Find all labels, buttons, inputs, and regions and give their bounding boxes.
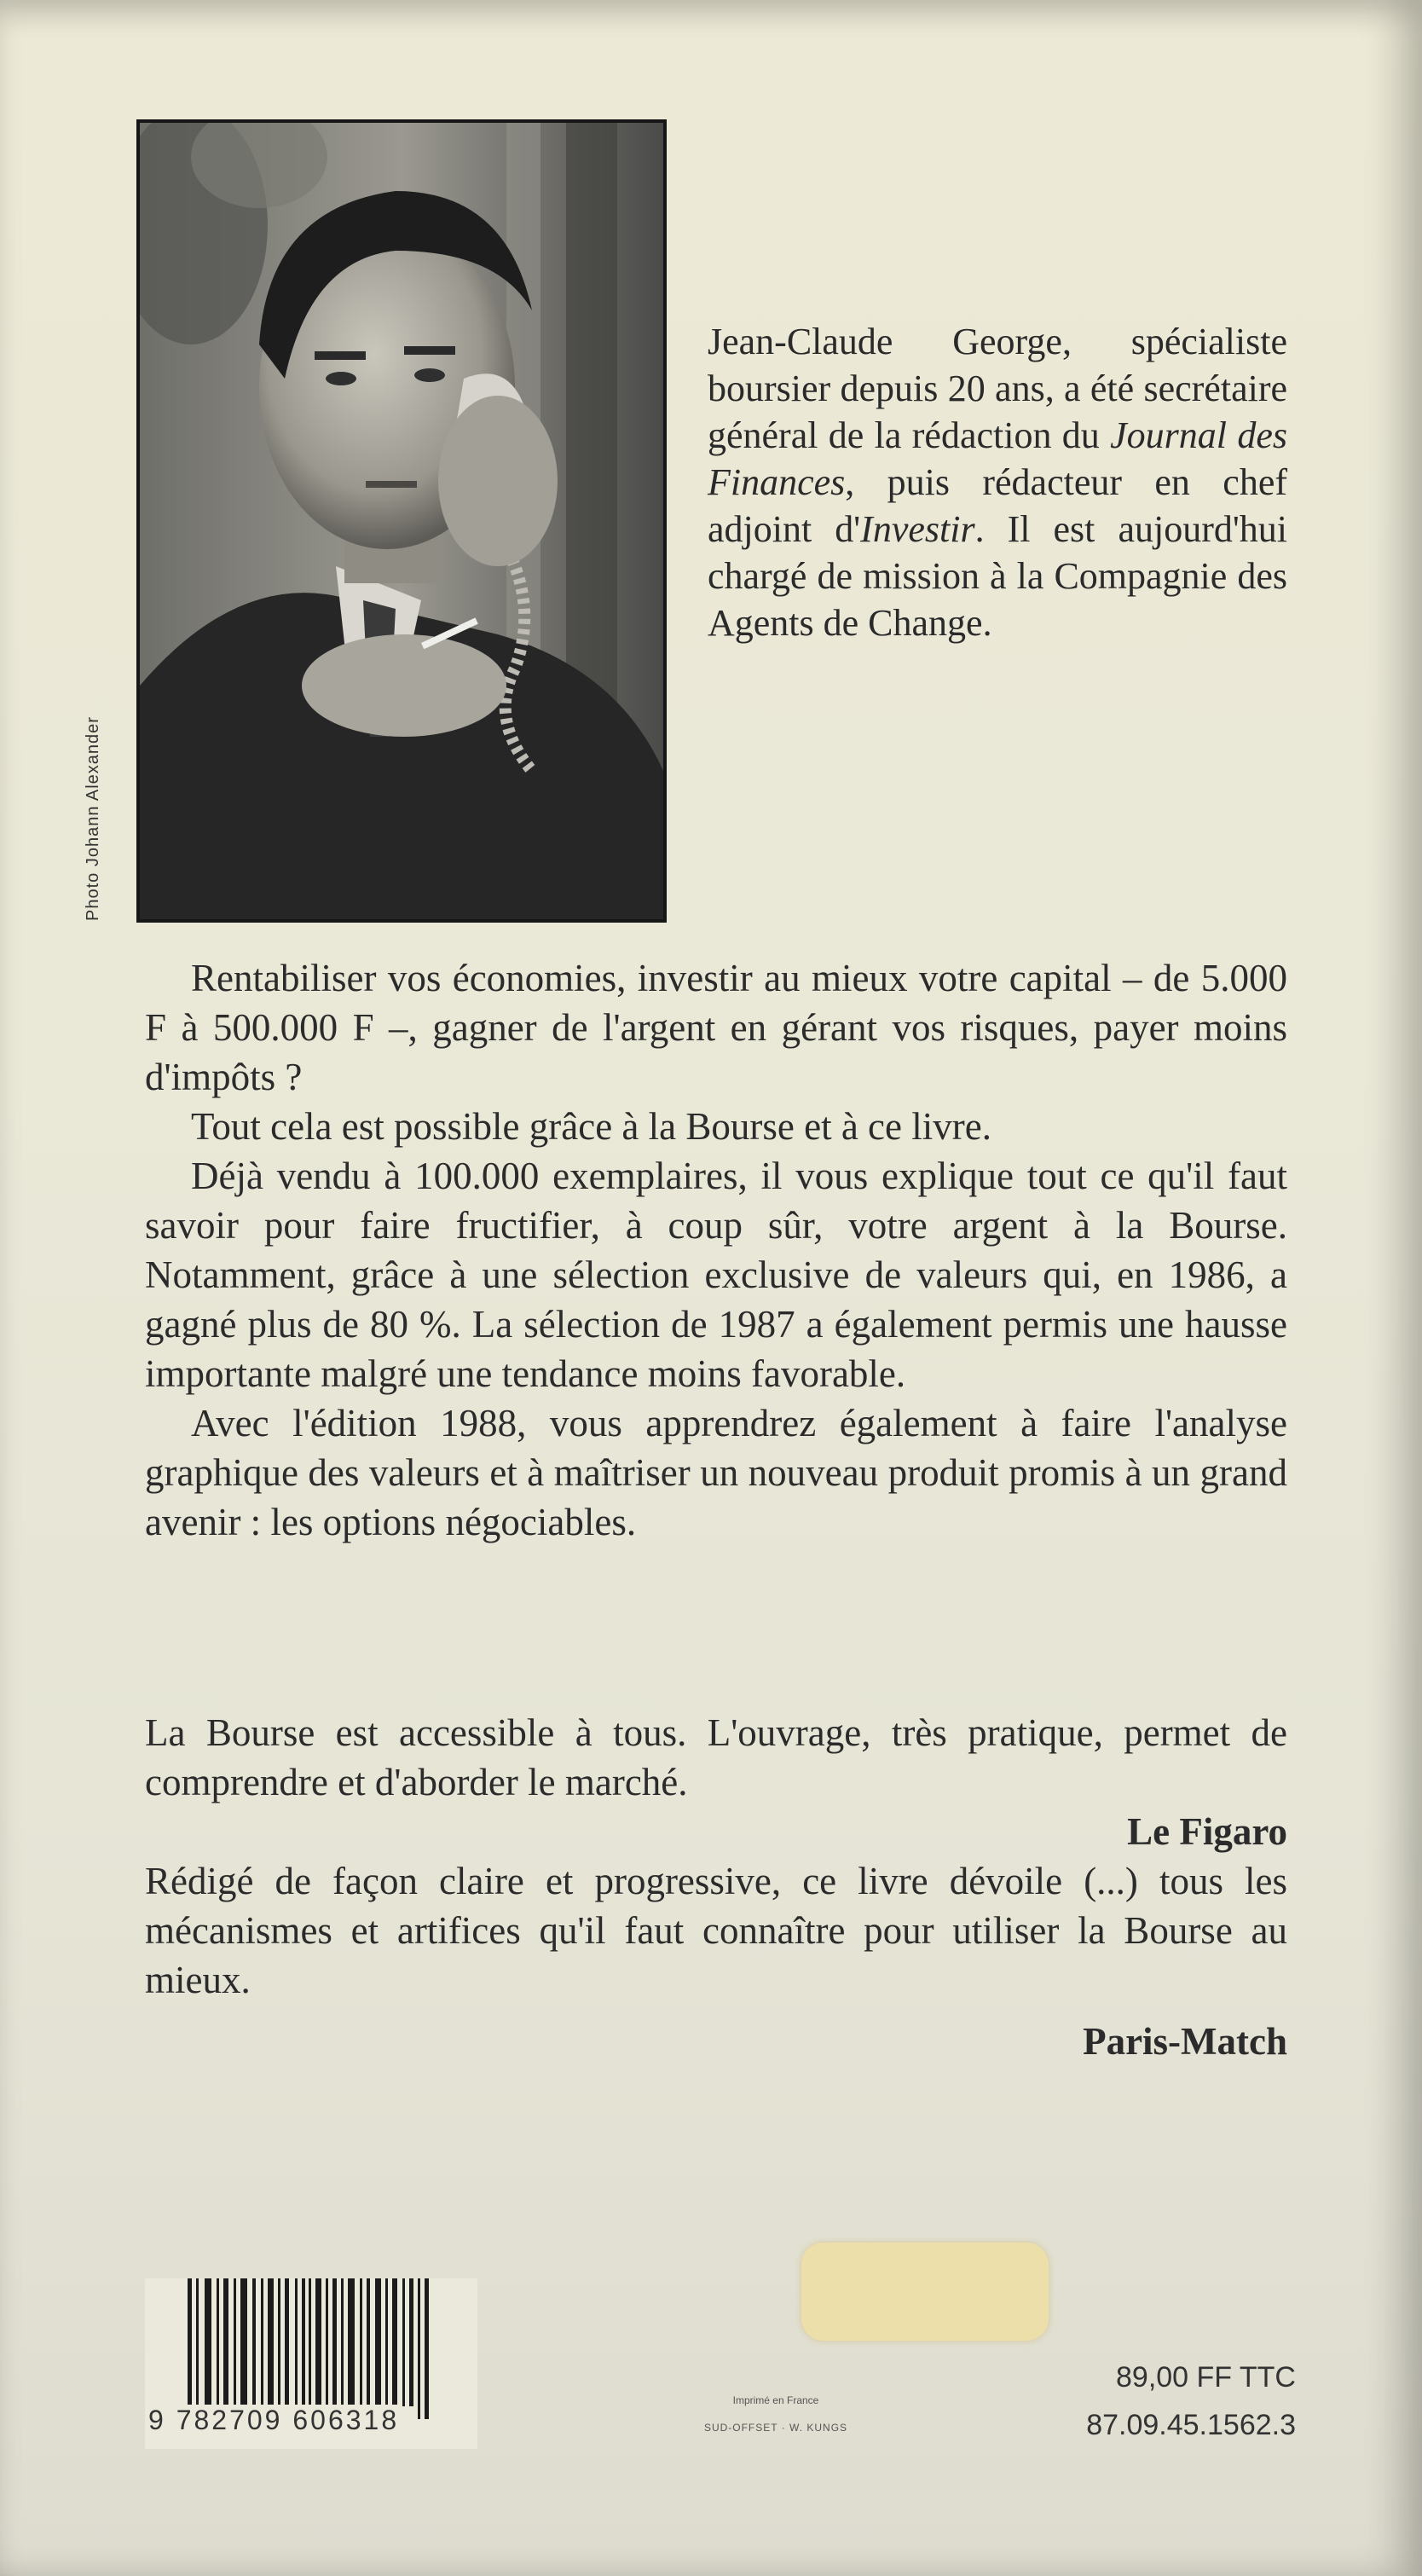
author-portrait-image [140, 123, 663, 919]
quote-source: Paris-Match [1083, 2020, 1287, 2063]
product-code: 87.09.45.1562.3 [1086, 2409, 1296, 2441]
quote-text: La Bourse est accessible à tous. L'ouvrage, très pratique, permet de comprendre et d'aborder le marché. [145, 1711, 1287, 1803]
printer-line: SUD-OFFSET · W. KUNGS [703, 2422, 848, 2434]
quote-source: Le Figaro [1127, 1810, 1287, 1853]
blurb-paragraph: Rentabiliser vos économies, investir au mieux votre capital – de 5.000 F à 500.000 F –, gagner de l'argent en gérant vos risques, payer moins d'impôts ? [145, 957, 1287, 1098]
bio-investir-title: Investir [860, 508, 975, 550]
isbn-number: 9 782709 606318 [145, 2405, 402, 2436]
blurb-paragraph: Déjà vendu à 100.000 exemplaires, il vous explique tout ce qu'il faut savoir pour faire fructifier, à coup sûr, votre argent à la Bourse. Notamment, grâce à une sélection exclusive de valeurs qui, en 1986, a gagné plus de 80 %. La sélection de 1987 a également permis une hausse importante malgré une tendance moins favorable. [145, 1155, 1287, 1395]
price-amount: 89,00 FF TTC [1116, 2361, 1296, 2394]
press-quotes [145, 1708, 1287, 2066]
bio-text-2: , puis rédacteur en chef adjoint d' [708, 461, 1287, 550]
printer-line: Imprimé en France [732, 2394, 819, 2406]
bio-text-3: . Il est aujourd'hui chargé de mission à la Compagnie des Agents de Change. [708, 508, 1287, 644]
quote-text: Rédigé de façon claire et progressive, ce livre dévoile (...) tous les mécanismes et artifices qu'il faut connaître pour utiliser la Bourse au mieux. [145, 1860, 1287, 2001]
price-block [1023, 2353, 1296, 2449]
bio-text-1: Jean-Claude George, spécialiste boursier depuis 20 ans, a été secrétaire général de la rédaction du [708, 321, 1287, 456]
price-sticker [801, 2243, 1049, 2341]
photo-credit: Photo Johann Alexander [84, 716, 102, 921]
author-photo [136, 119, 667, 923]
author-bio [708, 318, 1287, 646]
blurb [145, 953, 1287, 1547]
printer-imprint [665, 2394, 887, 2434]
bio-journal-title: Journal des Finances [708, 414, 1288, 503]
blurb-paragraph: Avec l'édition 1988, vous apprendrez également à faire l'analyse graphique des valeurs et à maîtriser un nouveau produit promis à un grand avenir : les options négociables. [145, 1402, 1287, 1543]
blurb-paragraph: Tout cela est possible grâce à la Bourse et à ce livre. [191, 1105, 991, 1148]
